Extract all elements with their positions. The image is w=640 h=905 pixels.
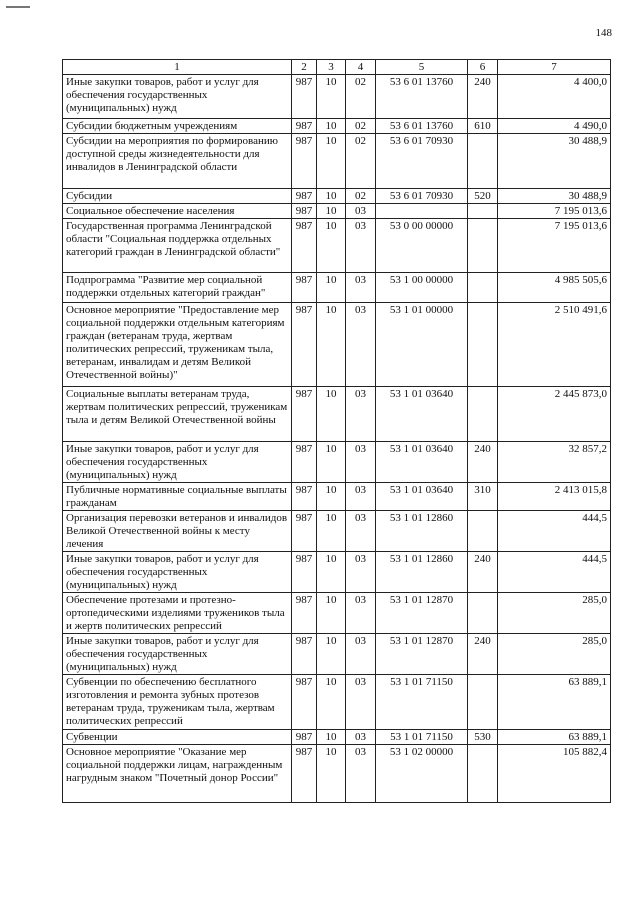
- subsection-cell: 02: [346, 75, 376, 119]
- section-cell: 10: [317, 75, 346, 119]
- expense-type-cell: 240: [468, 552, 498, 593]
- target-article-cell: 53 6 01 70930: [376, 134, 468, 189]
- subsection-cell: 03: [346, 483, 376, 511]
- item-name-cell: Основное мероприятие "Оказание мер социальной поддержки лицам, награжденным нагрудным знаком "Почетный донор России": [63, 745, 292, 803]
- code-cell: 987: [292, 303, 317, 387]
- expense-type-cell: [468, 675, 498, 730]
- amount-cell: 4 400,0: [498, 75, 611, 119]
- section-cell: 10: [317, 593, 346, 634]
- table-row: [63, 442, 611, 483]
- expense-type-cell: [468, 511, 498, 552]
- code-cell: 987: [292, 219, 317, 273]
- expense-type-cell: [468, 134, 498, 189]
- amount-cell: 105 882,4: [498, 745, 611, 803]
- amount-cell: 4 490,0: [498, 119, 611, 134]
- code-cell: 987: [292, 511, 317, 552]
- subsection-cell: 03: [346, 303, 376, 387]
- target-article-cell: 53 1 02 00000: [376, 745, 468, 803]
- expense-type-cell: [468, 387, 498, 442]
- item-name-cell: Обеспечение протезами и протезно-ортопедическими изделиями тружеников тыла и жертв политических репрессий: [63, 593, 292, 634]
- target-article-cell: 53 1 00 00000: [376, 273, 468, 303]
- subsection-cell: 02: [346, 189, 376, 204]
- target-article-cell: 53 1 01 12870: [376, 634, 468, 675]
- item-name-cell: Основное мероприятие "Предоставление мер социальной поддержки отдельным категориям граждан (ветеранам труда, жертвам политических репрессий, труженикам тыла, ветеранам, инвалидам и детям Великой Отечественной войны)": [63, 303, 292, 387]
- amount-cell: 2 445 873,0: [498, 387, 611, 442]
- table-row: [63, 75, 611, 119]
- item-name-cell: Государственная программа Ленинградской области "Социальная поддержка отдельных категорий граждан в Ленинградской области": [63, 219, 292, 273]
- amount-cell: 30 488,9: [498, 189, 611, 204]
- header-cell: 6: [468, 60, 498, 75]
- expense-type-cell: [468, 204, 498, 219]
- code-cell: 987: [292, 75, 317, 119]
- corner-mark: [6, 6, 30, 8]
- target-article-cell: [376, 204, 468, 219]
- section-cell: 10: [317, 189, 346, 204]
- code-cell: 987: [292, 745, 317, 803]
- expense-type-cell: 530: [468, 730, 498, 745]
- expense-type-cell: 240: [468, 634, 498, 675]
- code-cell: 987: [292, 134, 317, 189]
- code-cell: 987: [292, 675, 317, 730]
- code-cell: 987: [292, 204, 317, 219]
- table-row: [63, 387, 611, 442]
- target-article-cell: 53 6 01 70930: [376, 189, 468, 204]
- subsection-cell: 03: [346, 745, 376, 803]
- table-row: [63, 119, 611, 134]
- subsection-cell: 03: [346, 387, 376, 442]
- expense-type-cell: [468, 593, 498, 634]
- table-row: [63, 134, 611, 189]
- code-cell: 987: [292, 483, 317, 511]
- code-cell: 987: [292, 387, 317, 442]
- table-row: [63, 273, 611, 303]
- table-row: [63, 483, 611, 511]
- section-cell: 10: [317, 303, 346, 387]
- target-article-cell: 53 1 01 12870: [376, 593, 468, 634]
- expense-type-cell: 240: [468, 442, 498, 483]
- expense-type-cell: 240: [468, 75, 498, 119]
- section-cell: 10: [317, 483, 346, 511]
- item-name-cell: Субсидии: [63, 189, 292, 204]
- subsection-cell: 03: [346, 273, 376, 303]
- section-cell: 10: [317, 634, 346, 675]
- section-cell: 10: [317, 730, 346, 745]
- subsection-cell: 03: [346, 634, 376, 675]
- section-cell: 10: [317, 745, 346, 803]
- target-article-cell: 53 1 01 12860: [376, 552, 468, 593]
- code-cell: 987: [292, 273, 317, 303]
- subsection-cell: 02: [346, 119, 376, 134]
- header-cell: 5: [376, 60, 468, 75]
- table-header-row: [63, 60, 611, 75]
- code-cell: 987: [292, 730, 317, 745]
- target-article-cell: 53 6 01 13760: [376, 75, 468, 119]
- section-cell: 10: [317, 273, 346, 303]
- section-cell: 10: [317, 119, 346, 134]
- table-row: [63, 593, 611, 634]
- section-cell: 10: [317, 204, 346, 219]
- expense-type-cell: 520: [468, 189, 498, 204]
- section-cell: 10: [317, 219, 346, 273]
- target-article-cell: 53 6 01 13760: [376, 119, 468, 134]
- subsection-cell: 03: [346, 675, 376, 730]
- section-cell: 10: [317, 511, 346, 552]
- amount-cell: 2 413 015,8: [498, 483, 611, 511]
- item-name-cell: Иные закупки товаров, работ и услуг для обеспечения государственных (муниципальных) нужд: [63, 442, 292, 483]
- item-name-cell: Социальные выплаты ветеранам труда, жертвам политических репрессий, труженикам тыла и детям Великой Отечественной войны: [63, 387, 292, 442]
- item-name-cell: Субсидии бюджетным учреждениям: [63, 119, 292, 134]
- item-name-cell: Иные закупки товаров, работ и услуг для обеспечения государственных (муниципальных) нужд: [63, 634, 292, 675]
- subsection-cell: 03: [346, 593, 376, 634]
- item-name-cell: Подпрограмма "Развитие мер социальной поддержки отдельных категорий граждан": [63, 273, 292, 303]
- table-row: [63, 204, 611, 219]
- target-article-cell: 53 1 01 12860: [376, 511, 468, 552]
- amount-cell: 63 889,1: [498, 675, 611, 730]
- target-article-cell: 53 1 01 00000: [376, 303, 468, 387]
- table-row: [63, 511, 611, 552]
- subsection-cell: 02: [346, 134, 376, 189]
- header-cell: 3: [317, 60, 346, 75]
- item-name-cell: Субвенции по обеспечению бесплатного изготовления и ремонта зубных протезов ветеранам труда, труженикам тыла, жертвам политических репрессий: [63, 675, 292, 730]
- amount-cell: 285,0: [498, 634, 611, 675]
- header-cell: 1: [63, 60, 292, 75]
- code-cell: 987: [292, 189, 317, 204]
- expense-type-cell: 310: [468, 483, 498, 511]
- subsection-cell: 03: [346, 730, 376, 745]
- item-name-cell: Организация перевозки ветеранов и инвалидов Великой Отечественной войны к месту лечения: [63, 511, 292, 552]
- expense-type-cell: 610: [468, 119, 498, 134]
- expense-type-cell: [468, 303, 498, 387]
- table-row: [63, 675, 611, 730]
- target-article-cell: 53 1 01 03640: [376, 442, 468, 483]
- table-row: [63, 634, 611, 675]
- subsection-cell: 03: [346, 511, 376, 552]
- amount-cell: 7 195 013,6: [498, 204, 611, 219]
- table-row: [63, 303, 611, 387]
- item-name-cell: Субвенции: [63, 730, 292, 745]
- header-cell: 2: [292, 60, 317, 75]
- target-article-cell: 53 1 01 71150: [376, 675, 468, 730]
- budget-table: [62, 59, 611, 803]
- amount-cell: 444,5: [498, 552, 611, 593]
- table-row: [63, 552, 611, 593]
- code-cell: 987: [292, 593, 317, 634]
- item-name-cell: Социальное обеспечение населения: [63, 204, 292, 219]
- section-cell: 10: [317, 552, 346, 593]
- item-name-cell: Иные закупки товаров, работ и услуг для обеспечения государственных (муниципальных) нужд: [63, 552, 292, 593]
- amount-cell: 30 488,9: [498, 134, 611, 189]
- amount-cell: 444,5: [498, 511, 611, 552]
- section-cell: 10: [317, 134, 346, 189]
- target-article-cell: 53 1 01 71150: [376, 730, 468, 745]
- code-cell: 987: [292, 634, 317, 675]
- subsection-cell: 03: [346, 552, 376, 593]
- amount-cell: 4 985 505,6: [498, 273, 611, 303]
- page-number: 148: [595, 27, 612, 39]
- amount-cell: 63 889,1: [498, 730, 611, 745]
- code-cell: 987: [292, 119, 317, 134]
- header-cell: 4: [346, 60, 376, 75]
- section-cell: 10: [317, 675, 346, 730]
- expense-type-cell: [468, 273, 498, 303]
- section-cell: 10: [317, 442, 346, 483]
- expense-type-cell: [468, 745, 498, 803]
- table-row: [63, 219, 611, 273]
- expense-type-cell: [468, 219, 498, 273]
- code-cell: 987: [292, 442, 317, 483]
- amount-cell: 2 510 491,6: [498, 303, 611, 387]
- subsection-cell: 03: [346, 219, 376, 273]
- table-row: [63, 189, 611, 204]
- header-cell: 7: [498, 60, 611, 75]
- target-article-cell: 53 1 01 03640: [376, 387, 468, 442]
- amount-cell: 32 857,2: [498, 442, 611, 483]
- table-row: [63, 730, 611, 745]
- item-name-cell: Публичные нормативные социальные выплаты гражданам: [63, 483, 292, 511]
- target-article-cell: 53 0 00 00000: [376, 219, 468, 273]
- section-cell: 10: [317, 387, 346, 442]
- amount-cell: 285,0: [498, 593, 611, 634]
- amount-cell: 7 195 013,6: [498, 219, 611, 273]
- subsection-cell: 03: [346, 442, 376, 483]
- code-cell: 987: [292, 552, 317, 593]
- table-row: [63, 745, 611, 803]
- target-article-cell: 53 1 01 03640: [376, 483, 468, 511]
- item-name-cell: Субсидии на мероприятия по формированию доступной среды жизнедеятельности для инвалидов в Ленинградской области: [63, 134, 292, 189]
- subsection-cell: 03: [346, 204, 376, 219]
- item-name-cell: Иные закупки товаров, работ и услуг для обеспечения государственных (муниципальных) нужд: [63, 75, 292, 119]
